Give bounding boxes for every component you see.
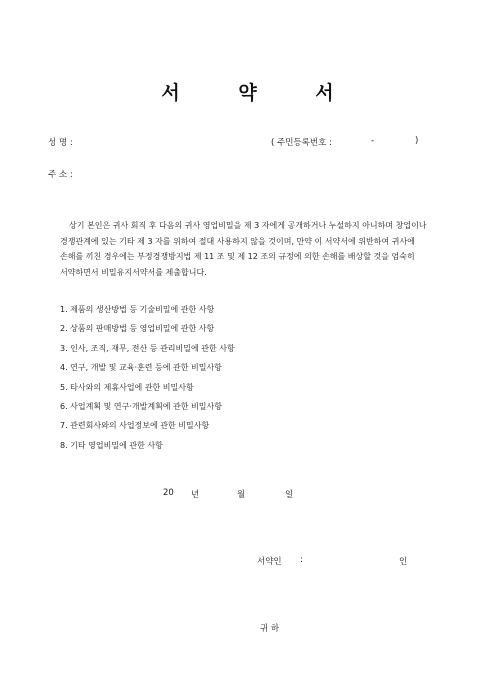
paragraph-line: 손해를 끼친 경우에는 부정경쟁방지법 제 11 조 및 제 12 조의 규정에 의한 손해를 배상할 것을 엄숙히: [60, 252, 415, 262]
list-item: 7. 관련회사와의 사업정보에 관한 비밀사항: [60, 421, 210, 431]
date-year-prefix: 20: [163, 488, 174, 498]
paragraph-line: 서약하면서 비밀유지서약서를 제출합니다.: [60, 267, 207, 277]
address-label: 주 소 :: [48, 170, 73, 180]
list-item: 2. 상품의 판매방법 등 영업비밀에 관한 사항: [60, 324, 215, 334]
id-number-close: ): [415, 136, 419, 146]
document-title: 서 약 서: [161, 82, 360, 104]
list-item: 8. 기타 영업비밀에 관한 사항: [60, 440, 163, 450]
confidential-items-list: [60, 300, 235, 455]
seal-mark: 인: [399, 557, 408, 567]
paragraph-line: 경쟁관계에 있는 기타 제 3 자를 위하여 절대 사용하지 않을 것이며, 만약 이 서약서에 위반하여 귀사에: [60, 236, 415, 246]
id-number-label: ( 주민등록번호 :: [271, 138, 332, 148]
list-item: 4. 연구, 개발 및 교육·훈련 등에 관한 비밀사항: [60, 363, 222, 373]
list-item: 1. 제품의 생산방법 등 기술비밀에 관한 사항: [60, 305, 215, 314]
list-item: 3. 인사, 조직, 재무, 전산 등 관리비밀에 관한 사항: [60, 343, 235, 353]
date-month: 월: [237, 490, 246, 500]
name-label: 성 명 :: [48, 138, 73, 148]
paragraph-line: 상기 본인은 귀사 회직 후 다음의 귀사 영업비밀을 제 3 자에게 공개하거나 누설하지 아니하며 창업이나: [69, 221, 427, 230]
date-year: 년: [191, 490, 200, 500]
date-day: 일: [285, 490, 294, 500]
id-number-dash: -: [371, 136, 375, 146]
list-item: 6. 사업계획 및 연구·개발계획에 관한 비밀사항: [60, 401, 222, 411]
list-item: 5. 타사와의 제휴사업에 관한 비밀사항: [60, 382, 194, 392]
signer-label: 서약인: [257, 557, 282, 567]
recipient-label: 귀 하: [260, 624, 280, 634]
signer-colon: :: [300, 555, 303, 565]
pledge-paragraph: [60, 218, 445, 280]
